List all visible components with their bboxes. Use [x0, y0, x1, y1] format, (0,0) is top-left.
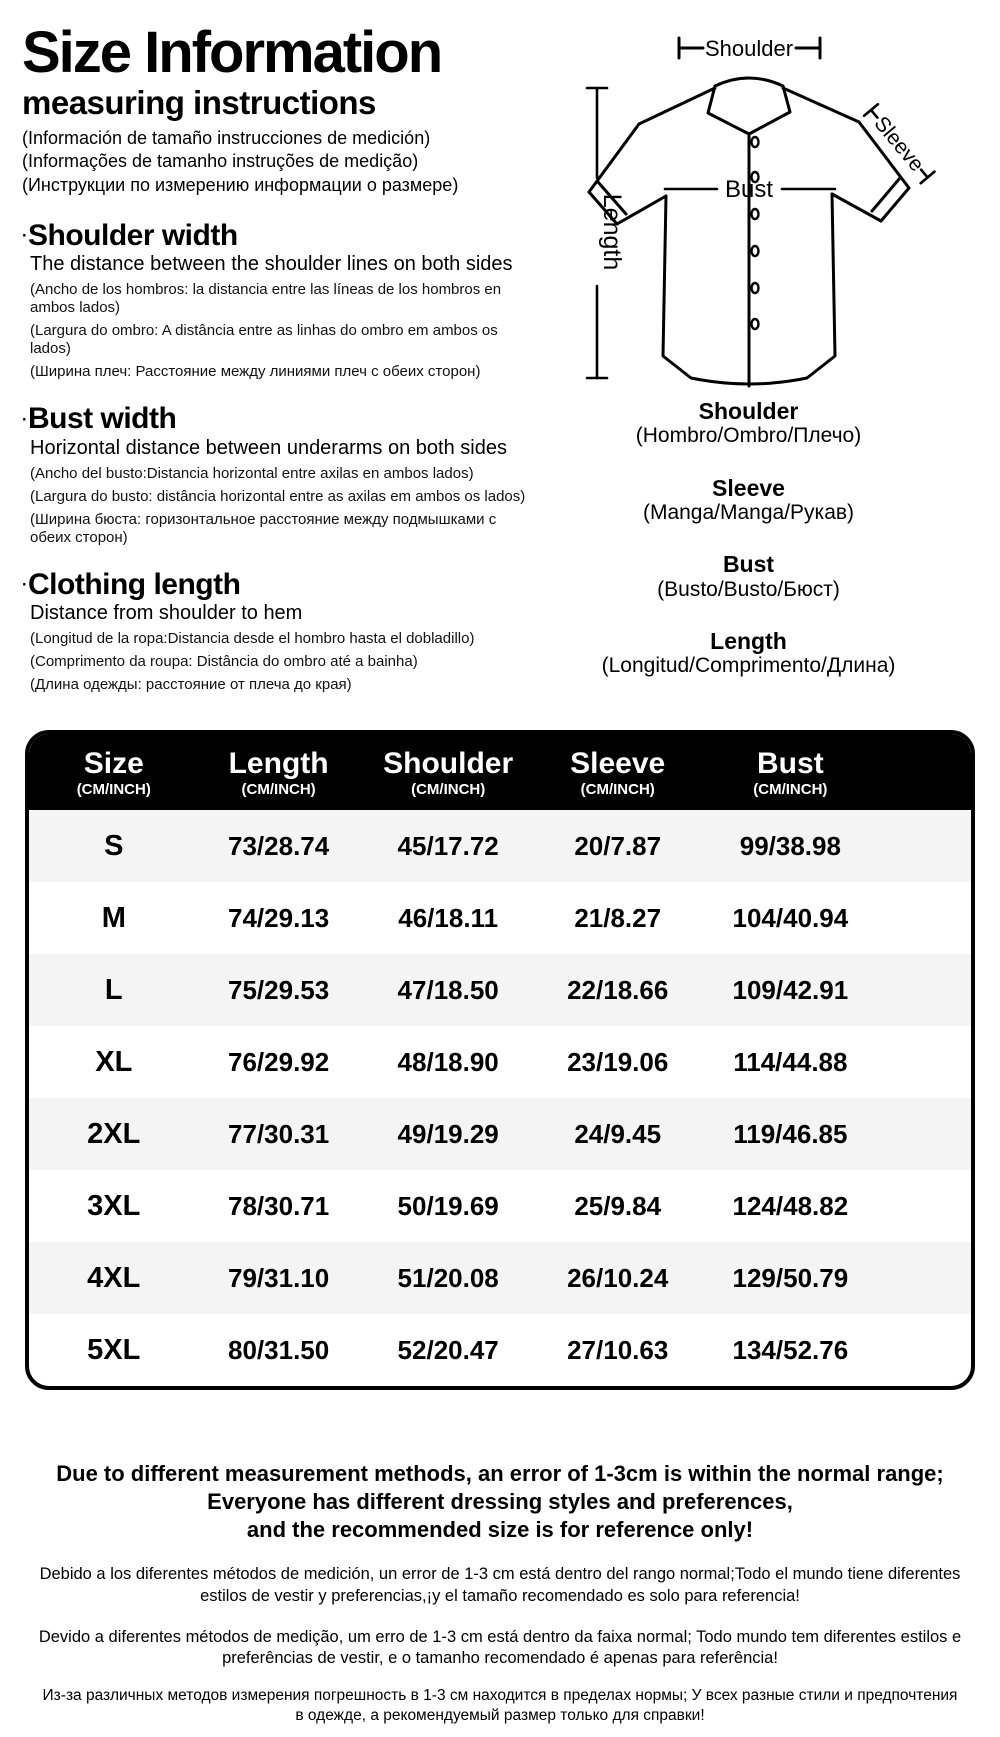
key-name: Sleeve	[712, 474, 785, 501]
section-translation-es: (Ancho de los hombros: la distancia entre las líneas de los hombros en ambos lados)	[30, 281, 502, 317]
table-body	[29, 810, 971, 1386]
page-subtitle: measuring instructions	[22, 84, 376, 121]
length-cell: 74/29.13	[228, 902, 330, 933]
sleeve-cell: 26/10.24	[567, 1262, 669, 1293]
bust-cell: 109/42.91	[732, 974, 849, 1005]
column-header-bust	[698, 747, 971, 799]
shoulder-measure-label: Shoulder	[704, 36, 794, 61]
section-heading-text: Bust width	[28, 402, 177, 436]
section-bust-width	[22, 403, 567, 547]
table-row-xl	[29, 1026, 971, 1098]
length-cell: 80/31.50	[228, 1334, 330, 1365]
subtitle-translation-es: (Información de tamaño instrucciones de medición)	[22, 127, 431, 148]
size-cell: S	[104, 829, 124, 862]
size-cell: M	[101, 901, 126, 934]
section-shoulder-width	[22, 220, 567, 382]
shirt-buttons	[752, 137, 759, 329]
disclaimer-en-line: Everyone has different dressing styles and preferences,	[207, 1489, 793, 1515]
title-block	[22, 20, 567, 198]
key-name: Shoulder	[698, 398, 799, 424]
disclaimer-pt: Devido a diferentes métodos de medição, um erro de 1-3 cm está dentro da faixa normal; Todo mundo tem diferentes estilos e preferências de vestir, e o tamanho recomendado é apenas para referência!	[38, 1628, 962, 1668]
length-cell: 76/29.92	[228, 1046, 330, 1077]
bust-cell: 134/52.76	[732, 1334, 849, 1365]
shoulder-cell: 46/18.11	[398, 902, 499, 933]
size-table	[25, 730, 975, 1390]
table-header	[29, 734, 971, 810]
disclaimer-es: Debido a los diferentes métodos de medición, un error de 1-3 cm está dentro del rango normal;Todo el mundo tiene diferentes estilos de vestir y preferencias,¡y el tamaño recomendado es solo para referencia!	[39, 1565, 961, 1605]
section-translation-pt: (Comprimento da roupa: Distância do ombro até a bainha)	[30, 653, 418, 671]
bust-cell: 119/46.85	[733, 1118, 848, 1149]
page-title: Size Information	[22, 20, 442, 85]
table-row-2xl	[29, 1098, 971, 1170]
table-row-4xl	[29, 1242, 971, 1314]
shoulder-cell: 45/17.72	[397, 830, 499, 861]
sleeve-cell: 21/8.27	[574, 902, 662, 933]
key-item-shoulder	[567, 398, 930, 449]
shoulder-cell: 49/19.29	[397, 1118, 499, 1149]
sleeve-cell: 25/9.84	[574, 1190, 662, 1221]
disclaimer-en	[0, 1460, 1000, 1544]
length-cell: 77/30.31	[228, 1118, 330, 1149]
disclaimer-en-line: and the recommended size is for reference only!	[246, 1517, 754, 1543]
column-header-size	[29, 747, 199, 799]
section-translation-es: (Longitud de la ropa:Distancia desde el hombro hasta el dobladillo)	[30, 630, 475, 648]
shoulder-seam-right	[783, 88, 859, 122]
length-cell: 73/28.74	[228, 830, 330, 861]
size-cell: XL	[95, 1045, 133, 1078]
length-cell: 79/31.10	[228, 1262, 330, 1293]
column-title: Bust	[757, 747, 824, 781]
table-row-3xl	[29, 1170, 971, 1242]
bullet-icon: ·	[22, 576, 27, 595]
length-cell: 75/29.53	[228, 974, 330, 1005]
column-unit: (CM/INCH)	[241, 781, 316, 799]
section-description: The distance between the shoulder lines on both sides	[30, 253, 513, 276]
subtitle-translations	[22, 127, 567, 198]
instructions-column	[22, 20, 567, 704]
key-item-sleeve	[567, 475, 930, 526]
size-cell: 4XL	[87, 1261, 141, 1294]
column-unit: (CM/INCH)	[76, 781, 151, 799]
shoulder-cell: 50/19.69	[397, 1190, 499, 1221]
key-item-bust	[567, 551, 930, 602]
section-heading	[22, 403, 567, 435]
sleeve-cell: 20/7.87	[574, 830, 662, 861]
top-section	[0, 20, 1000, 704]
bust-cell: 104/40.94	[732, 902, 849, 933]
bust-cell: 124/48.82	[732, 1190, 849, 1221]
diagram-column	[567, 24, 1000, 704]
section-heading	[22, 569, 567, 601]
sleeve-measure-label: Sleeve	[869, 112, 929, 177]
sleeve-cell: 22/18.66	[567, 974, 669, 1005]
bullet-icon: ·	[22, 410, 27, 429]
shoulder-cell: 52/20.47	[397, 1334, 499, 1365]
shoulder-cell: 51/20.08	[397, 1262, 499, 1293]
section-heading-text: Clothing length	[28, 567, 241, 601]
section-translation-ru: (Ширина плеч: Расстояние между линиями плеч с обеих сторон)	[30, 363, 481, 381]
column-unit: (CM/INCH)	[753, 781, 828, 799]
subtitle-translation-ru: (Инструкции по измерению информации о размере)	[22, 175, 459, 196]
disclaimer-ru: Из-за различных методов измерения погрешность в 1-3 см находится в пределах нормы; У всех разные стили и предпочтения в одежде, а рекомендуемый размер только для справки!	[42, 1686, 958, 1725]
key-translation: (Longitud/Comprimento/Длина)	[601, 654, 896, 678]
length-cell: 78/30.71	[228, 1190, 330, 1221]
section-heading	[22, 220, 567, 252]
measurement-key	[567, 398, 1000, 678]
table-row-5xl	[29, 1314, 971, 1386]
column-title: Shoulder	[383, 747, 514, 781]
section-clothing-length	[22, 569, 567, 695]
table-row-s	[29, 810, 971, 882]
key-translation: (Busto/Busto/Бюст)	[657, 577, 840, 601]
section-description: Distance from shoulder to hem	[30, 602, 303, 625]
shoulder-seam-left	[639, 88, 715, 124]
key-translation: (Hombro/Ombro/Плечо)	[635, 424, 862, 448]
shirt-collar	[708, 78, 790, 134]
size-cell: L	[104, 973, 123, 1006]
bullet-icon: ·	[22, 227, 27, 246]
section-translation-pt: (Largura do ombro: A distância entre as linhas do ombro em ambos os lados)	[30, 322, 498, 358]
table-row-m	[29, 882, 971, 954]
key-item-length	[567, 628, 930, 679]
disclaimer-block	[0, 1460, 1000, 1726]
bust-cell: 99/38.98	[739, 830, 841, 861]
size-cell: 2XL	[87, 1117, 141, 1150]
key-name: Length	[710, 627, 787, 654]
section-translation-ru: (Ширина бюста: горизонтальное расстояние между подмышками с обеих сторон)	[30, 510, 497, 546]
section-translation-pt: (Largura do busto: distância horizontal entre as axilas em ambos os lados)	[30, 487, 526, 505]
column-title: Length	[228, 747, 329, 781]
sleeve-cell: 27/10.63	[567, 1334, 669, 1365]
section-translation-es: (Ancho del busto:Distancia horizontal entre axilas en ambos lados)	[30, 464, 474, 482]
bust-measure-label: Bust	[724, 176, 774, 203]
length-measure-label: Length	[598, 193, 626, 271]
bust-cell: 114/44.88	[733, 1046, 848, 1077]
column-title: Sleeve	[570, 747, 666, 781]
key-translation: (Manga/Manga/Рукав)	[642, 501, 855, 525]
size-cell: 5XL	[87, 1333, 141, 1366]
bust-cell: 129/50.79	[732, 1262, 849, 1293]
column-unit: (CM/INCH)	[411, 781, 486, 799]
column-header-shoulder	[359, 747, 538, 799]
section-translation-ru: (Длина одежды: расстояние от плеча до края)	[30, 676, 352, 694]
table-row-l	[29, 954, 971, 1026]
column-header-length	[199, 747, 359, 799]
sleeve-cell: 23/19.06	[567, 1046, 669, 1077]
shirt-measurement-diagram	[567, 26, 1000, 388]
sleeve-cell: 24/9.45	[574, 1118, 662, 1149]
key-name: Bust	[722, 551, 775, 578]
subtitle-translation-pt: (Informações de tamanho instruções de medição)	[22, 151, 419, 172]
column-unit: (CM/INCH)	[580, 781, 655, 799]
column-title: Size	[83, 747, 144, 781]
section-heading-text: Shoulder width	[28, 218, 238, 252]
disclaimer-en-line: Due to different measurement methods, an error of 1-3cm is within the normal range;	[56, 1461, 944, 1487]
size-cell: 3XL	[87, 1189, 141, 1222]
shoulder-cell: 48/18.90	[397, 1046, 499, 1077]
column-header-sleeve	[538, 747, 698, 799]
shoulder-cell: 47/18.50	[397, 974, 499, 1005]
section-description: Horizontal distance between underarms on both sides	[30, 436, 507, 459]
